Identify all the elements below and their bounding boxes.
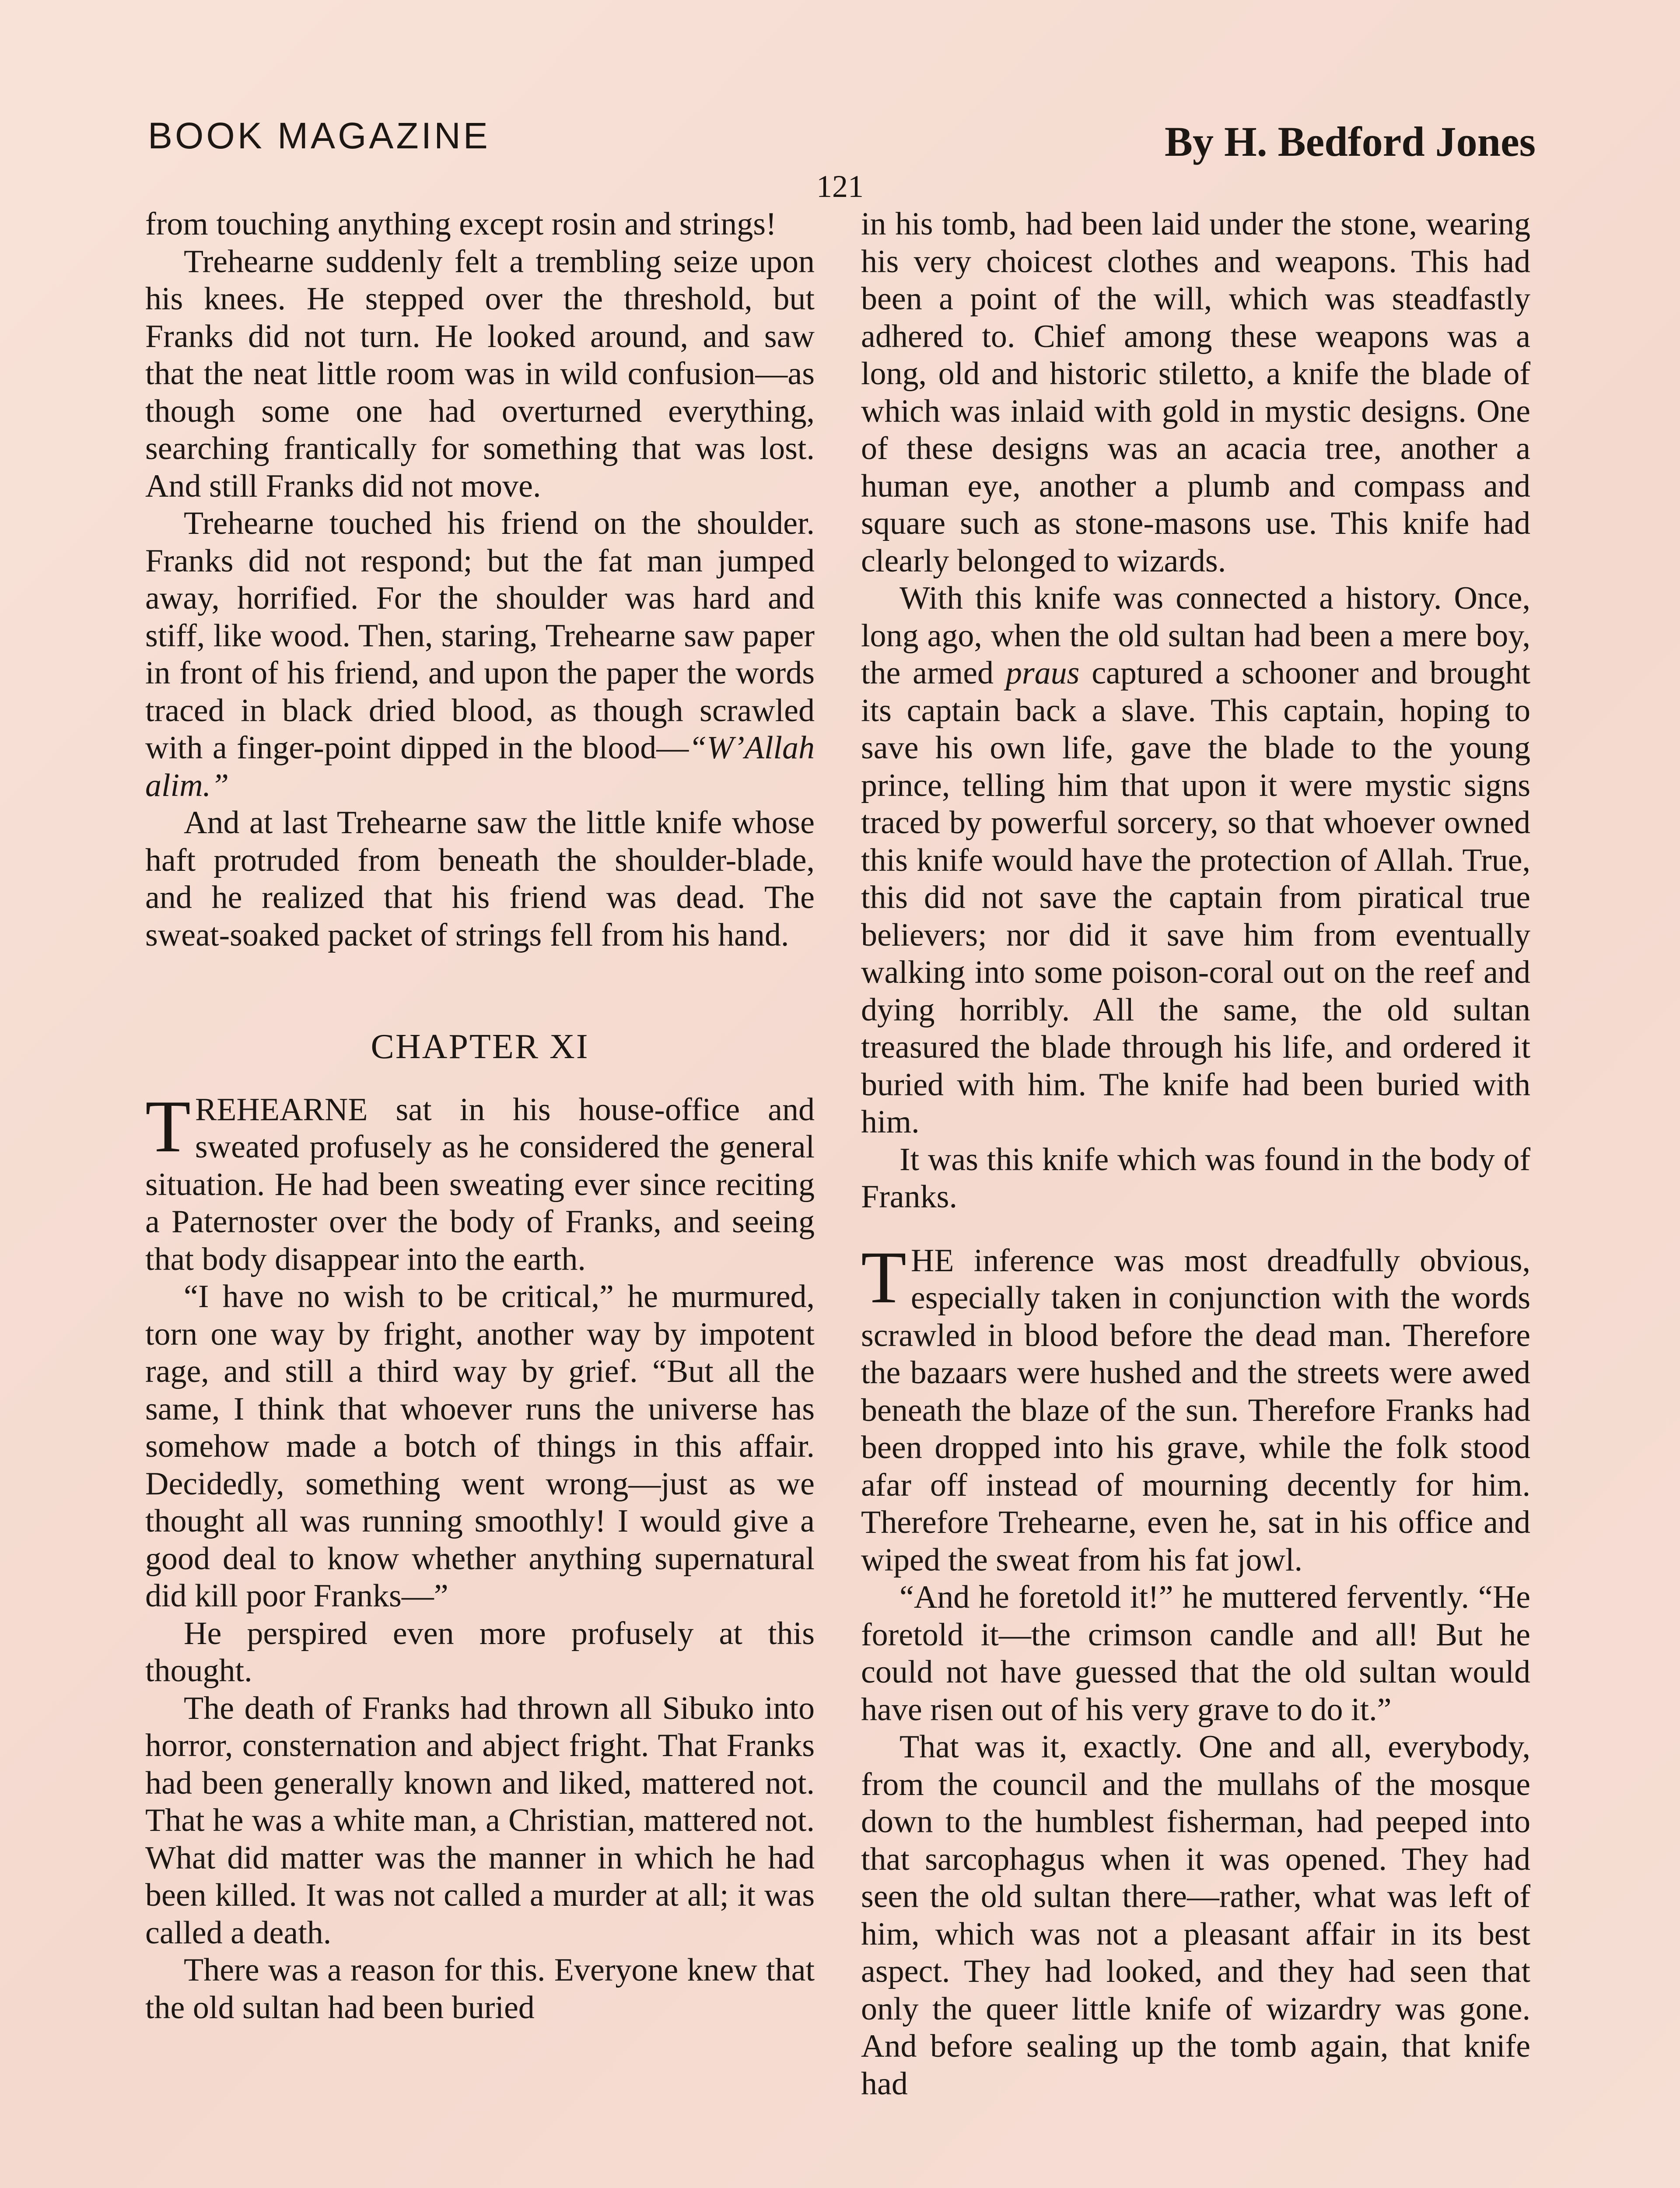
chapter-heading: CHAPTER XI [371,1027,589,1066]
paragraph: And at last Trehearne saw the little knife whose haft protruded from beneath the shoulder-blade, and he realized that his friend was dead. The sweat-soaked packet of strings fell from his hand. [145,805,815,953]
paragraph-text: captured a schooner and brought its captain back a slave. This captain, hoping to save his own life, gave the blade to the young prince, telling him that upon it were mystic signs traced by powerful sorcery, so that whoever owned this knife would have the protection of Allah. True, this did not save the captain from piratical true believers; nor did it save him from eventually walking into some poison-coral out on the reef and dying horribly. All the same, the old sultan treasured the blade through his life, and ordered it buried with him. The knife had been buried with him. [861,655,1531,1140]
page-number: 121 [816,169,864,204]
paragraph-text: Trehearne touched his friend on the shoulder. Franks did not respond; but the fat man jumped away, horrified. For the shoulder was hard and stiff, like wood. Then, staring, Trehearne saw paper in front of his friend, and upon the paper the words traced in black dried blood, as though scrawled with a finger-point dipped in the blood— [145,505,815,766]
paragraph: from touching anything except rosin and strings! [145,206,777,242]
paragraph: He perspired even more profusely at this thought. [145,1615,815,1689]
drop-cap: T [145,1085,191,1168]
paragraph: “I have no wish to be critical,” he murmured, torn one way by fright, another way by impotent rage, and still a third way by grief. “But all the same, I think that whoever runs the universe has somehow made a botch of things in this affair. Decidedly, something went wrong—just as we thought all was running smoothly! I would give a good deal to know whether anything supernatural did kill poor Franks—” [145,1279,815,1614]
magazine-title: BOOK MAGAZINE [148,115,490,156]
section-break [861,1216,1530,1242]
paragraph [861,1236,1530,1579]
paragraph: There was a reason for this. Everyone knew that the old sultan had been buried [145,1952,815,2026]
author-byline: By H. Bedford Jones [1164,118,1536,165]
paragraph [145,505,815,804]
paragraph: The death of Franks had thrown all Sibuko into horror, consternation and abject fright. That Franks had been generally known and liked, mattered not. That he was a white man, a Christian, mattered not. What did matter was the manner in which he had been killed. It was not called a murder at all; it was called a death. [145,1690,815,1951]
paragraph [861,580,1530,1141]
paragraph-text: With this knife was connected a history. Once, long ago, when the old sultan had been a mere boy, the armed [861,580,1530,691]
paragraph-text: REHEARNE sat in his house-office and sweated profusely as he considered the general situation. He had been sweating ever since reciting a Paternoster over the body of Franks, and seeing that body disappear into the earth. [145,1091,815,1277]
italic-word: praus [1005,655,1080,691]
italic-quote: “W’Allah alim.” [145,730,815,803]
left-column [145,206,815,2027]
paragraph [145,1085,815,1279]
paragraph: Trehearne suddenly felt a trembling seize upon his knees. He stepped over the threshold, but Franks did not turn. He looked around, and saw that the neat little room was in wild confusion—as though some one had overturned everything, searching frantically for something that was lost. And still Franks did not move. [145,243,815,504]
paragraph: It was this knife which was found in the body of Franks. [861,1141,1530,1215]
right-column [861,206,1530,2103]
paragraph: That was it, exactly. One and all, everybody, from the council and the mullahs of the mosque down to the humblest fisherman, had peeped into that sarcophagus when it was opened. They had seen the old sultan there—rather, what was left of him, which was not a pleasant affair in its best aspect. They had looked, and they had seen that only the queer little knife of wizardry was gone. And before sealing up the tomb again, that knife had [861,1729,1530,2102]
paragraph-text: HE inference was most dreadfully obvious, especially taken in conjunction with the words scrawled in blood before the dead man. Therefore the bazaars were hushed and the streets were awed beneath the blaze of the sun. Therefore Franks had been dropped into his grave, while the folk stood afar off instead of mourning decently for him. Therefore Trehearne, even he, sat in his office and wiped the sweat from his fat jowl. [861,1242,1530,1578]
drop-cap: T [861,1236,906,1318]
paragraph: in his tomb, had been laid under the stone, wearing his very choicest clothes and weapons. This had been a point of the will, which was steadfastly adhered to. Chief among these weapons was a long, old and historic stiletto, a knife the blade of which was inlaid with gold in mystic designs. One of these designs was an acacia tree, another a human eye, another a plumb and compass and square such as stone-masons use. This knife had clearly belonged to wizards. [861,206,1530,579]
paragraph: “And he foretold it!” he muttered fervently. “He foretold it—the crimson candle and all! But he could not have guessed that the old sultan would have risen out of his very grave to do it.” [861,1579,1530,1728]
